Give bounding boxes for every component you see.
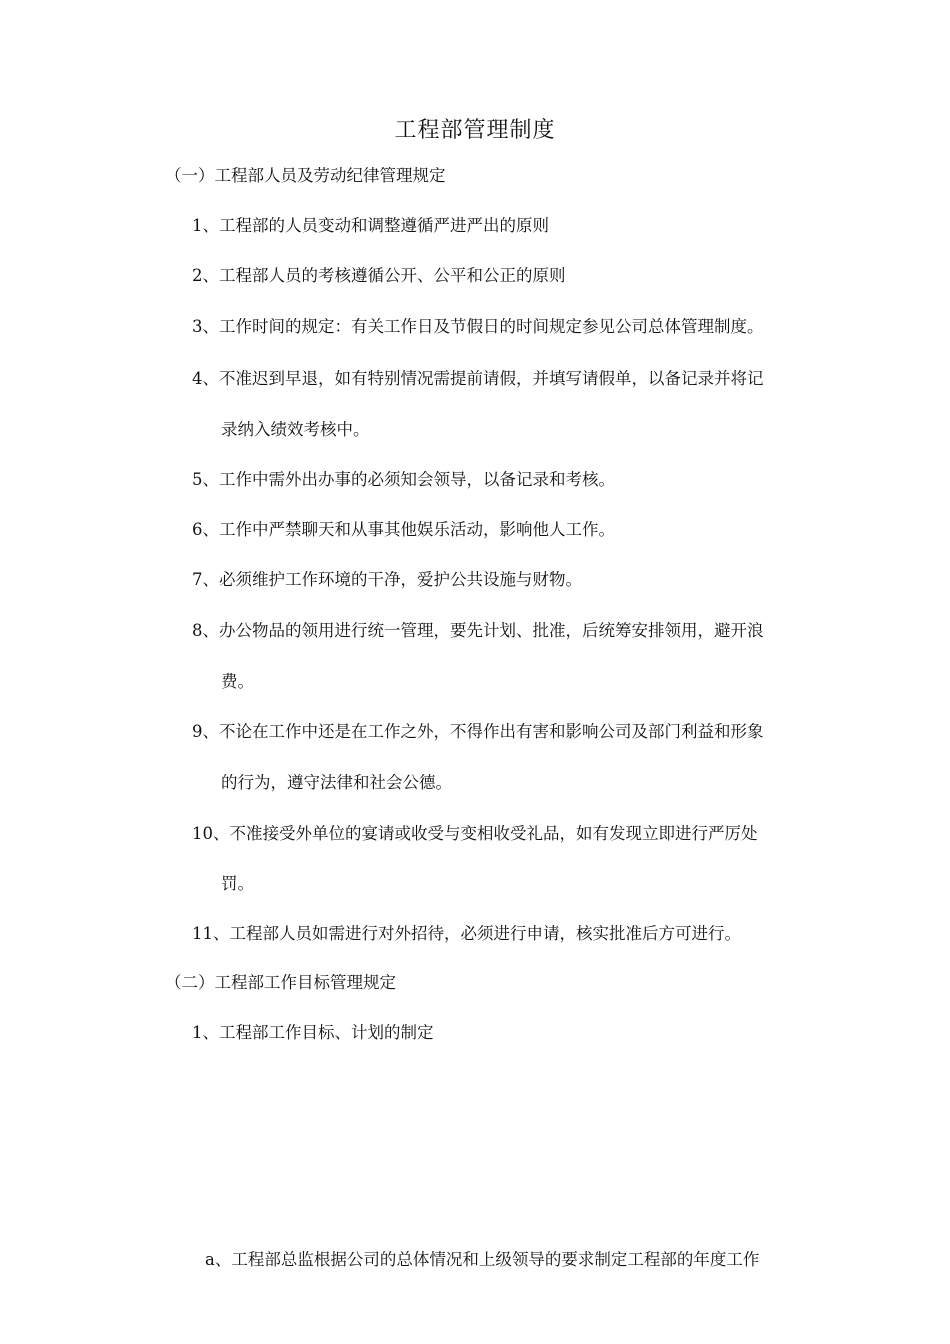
list-item: 8、办公物品的领用进行统一管理，要先计划、批准，后统筹安排领用，避开浪	[192, 621, 764, 640]
list-item: 7、必须维护工作环境的干净，爱护公共设施与财物。	[192, 570, 582, 589]
list-item: 1、工程部工作目标、计划的制定	[192, 1023, 434, 1042]
list-item: 4、不准迟到早退，如有特别情况需提前请假，并填写请假单，以备记录并将记	[192, 369, 764, 388]
list-item-continuation: 的行为，遵守法律和社会公德。	[221, 773, 452, 792]
section-heading-2: （二）工程部工作目标管理规定	[165, 973, 396, 992]
list-item: 10、不准接受外单位的宴请或收受与变相收受礼品，如有发现立即进行严厉处	[192, 824, 758, 843]
list-item: 11、工程部人员如需进行对外招待，必须进行申请，核实批准后方可进行。	[192, 924, 741, 943]
section-heading-1: （一）工程部人员及劳动纪律管理规定	[165, 166, 446, 185]
list-item: 6、工作中严禁聊天和从事其他娱乐活动，影响他人工作。	[192, 520, 615, 539]
list-item: 5、工作中需外出办事的必须知会领导，以备记录和考核。	[192, 470, 615, 489]
list-item: 3、工作时间的规定：有关工作日及节假日的时间规定参见公司总体管理制度。	[192, 317, 764, 336]
list-item-continuation: 罚。	[221, 874, 254, 893]
list-item-continuation: 费。	[221, 672, 254, 691]
list-item-continuation: 录纳入绩效考核中。	[221, 420, 370, 439]
document-title: 工程部管理制度	[394, 118, 556, 143]
list-item: 1、工程部的人员变动和调整遵循严进严出的原则	[192, 216, 549, 235]
list-item: 2、工程部人员的考核遵循公开、公平和公正的原则	[192, 266, 566, 285]
sub-list-item: a、工程部总监根据公司的总体情况和上级领导的要求制定工程部的年度工作	[205, 1250, 760, 1269]
list-item: 9、不论在工作中还是在工作之外，不得作出有害和影响公司及部门利益和形象	[192, 722, 764, 741]
